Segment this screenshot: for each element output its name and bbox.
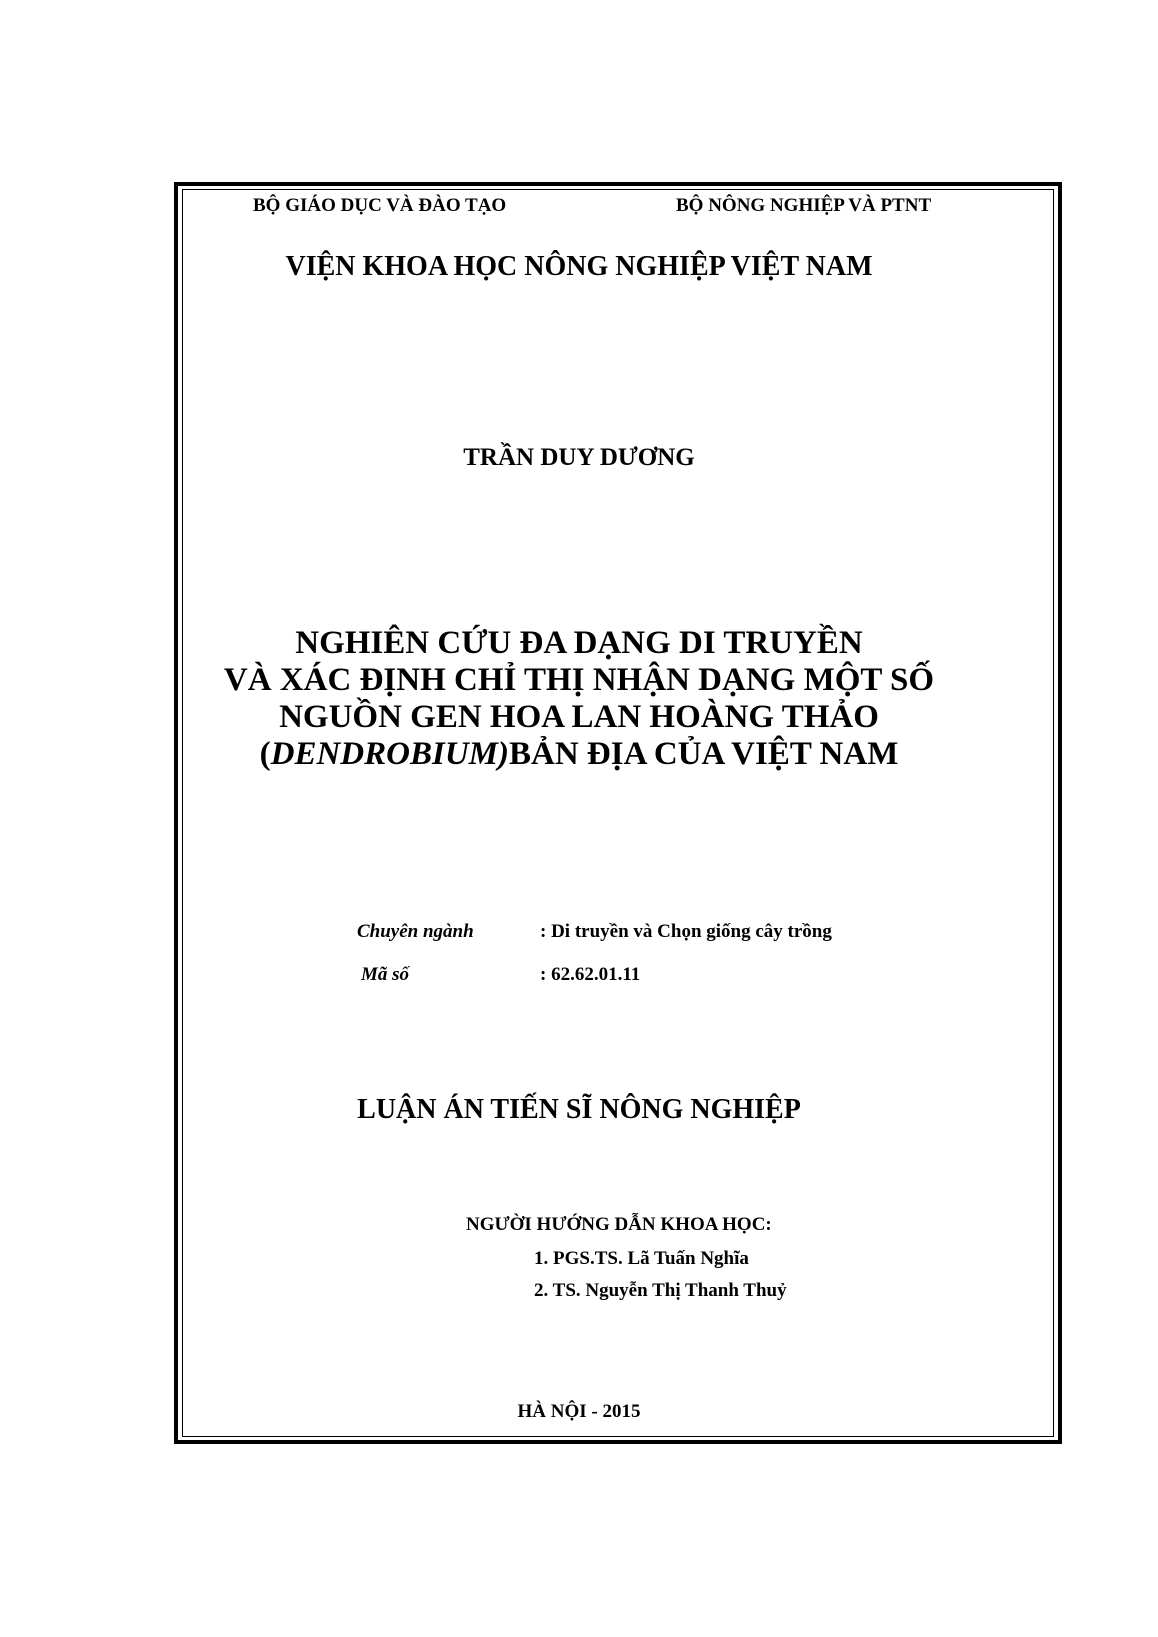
code-label: Mã số	[361, 964, 410, 985]
major-label: Chuyên ngành	[357, 921, 474, 942]
title-line-2: VÀ XÁC ĐỊNH CHỈ THỊ NHẬN DẠNG MỘT SỐ	[223, 662, 935, 698]
title-line-1: NGHIÊN CỨU ĐA DẠNG DI TRUYỀN	[295, 625, 863, 661]
title-line-3: NGUỒN GEN HOA LAN HOÀNG THẢO	[279, 699, 879, 735]
place-year: HÀ NỘI - 2015	[517, 1401, 641, 1422]
author-name: TRẦN DUY DƯƠNG	[463, 444, 695, 471]
ministry-right: BỘ NÔNG NGHIỆP VÀ PTNT	[676, 195, 932, 216]
code-value: : 62.62.01.11	[540, 964, 641, 985]
ministry-left: BỘ GIÁO DỤC VÀ ĐÀO TẠO	[253, 195, 507, 216]
thesis-title	[0, 625, 1158, 773]
title-line-4-rest: BẢN ĐỊA CỦA VIỆT NAM	[509, 736, 899, 772]
title-line-4-italic: DENDROBIUM)	[270, 736, 509, 772]
institute-name: VIỆN KHOA HỌC NÔNG NGHIỆP VIỆT NAM	[285, 251, 873, 282]
title-line-4	[0, 736, 1158, 773]
major-value: : Di truyền và Chọn giống cây trồng	[540, 921, 832, 942]
advisor-item: 2. TS. Nguyễn Thị Thanh Thuỷ	[534, 1280, 787, 1301]
advisor-heading: NGƯỜI HƯỚNG DẪN KHOA HỌC:	[466, 1214, 772, 1235]
title-line-4-open: (	[259, 736, 271, 772]
degree-title: LUẬN ÁN TIẾN SĨ NÔNG NGHIỆP	[357, 1094, 801, 1125]
advisor-item: 1. PGS.TS. Lã Tuấn Nghĩa	[534, 1248, 749, 1269]
